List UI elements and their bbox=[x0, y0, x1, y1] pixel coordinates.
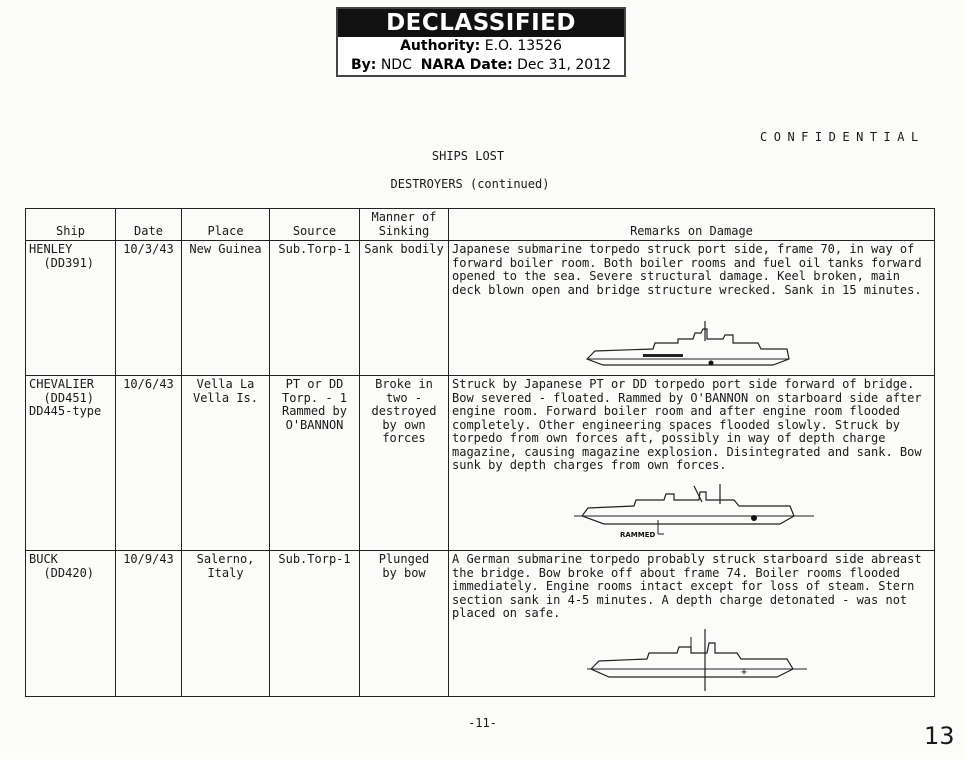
header-source: Source bbox=[270, 209, 360, 241]
header-manner: Manner of Sinking bbox=[360, 209, 449, 241]
page-subtitle: DESTROYERS (continued) bbox=[390, 177, 550, 191]
remarks-text: A German submarine torpedo probably struck starboard side abreast the bridge. Bow broke off about frame 74. Boiler rooms flooded immediately. Engine rooms intact except for loss of steam. Stern section sank in 4-5 minutes. A depth charge detonated - was not placed on safe. bbox=[452, 552, 922, 620]
table-row bbox=[26, 376, 935, 551]
cell-remarks bbox=[449, 376, 935, 551]
stamp-authority-value: E.O. 13526 bbox=[484, 38, 562, 54]
cell-manner: Broke in two - destroyed by own forces bbox=[360, 376, 449, 551]
stamp-title: DECLASSIFIED bbox=[338, 9, 624, 37]
cell-date: 10/3/43 bbox=[116, 241, 182, 376]
remarks-text: Japanese submarine torpedo struck port side, frame 70, in way of forward boiler room. Both boiler rooms and fuel oil tanks forward opened to the sea. Severe structural damage. Keel broken, main deck blown open and bridge structure wrecked. Sank in 15 minutes. bbox=[452, 242, 922, 297]
table-row bbox=[26, 241, 935, 376]
cell-ship: HENLEY (DD391) bbox=[26, 241, 116, 376]
stamp-authority-label: Authority: bbox=[400, 38, 481, 54]
header-ship: Ship bbox=[26, 209, 116, 241]
cell-manner: Plunged by bow bbox=[360, 551, 449, 697]
buck-damage-diagram bbox=[587, 629, 807, 691]
page-number: -11- bbox=[468, 716, 497, 730]
stamp-by-line bbox=[338, 56, 624, 75]
remarks-text: Struck by Japanese PT or DD torpedo port side forward of bridge. Bow severed - floated. Rammed by O'BANNON on starboard side after engine room. Forward boiler room and after engine room flooded completely. Other engineering spaces flooded slowly. Struck by torpedo from own forces aft, possibly in way of depth charge magazine, causing magazine explosion. Disintegrated and sank. Bow sunk by depth charges from own forces. bbox=[452, 377, 922, 472]
cell-manner: Sank bodily bbox=[360, 241, 449, 376]
svg-text:+: + bbox=[741, 667, 748, 678]
cell-source: Sub.Torp-1 bbox=[270, 241, 360, 376]
cell-source: PT or DD Torp. - 1 Rammed by O'BANNON bbox=[270, 376, 360, 551]
cell-source: Sub.Torp-1 bbox=[270, 551, 360, 697]
ships-lost-table bbox=[25, 208, 935, 697]
cell-place: Vella La Vella Is. bbox=[182, 376, 270, 551]
table-row bbox=[26, 551, 935, 697]
stamp-by-label: By: bbox=[350, 57, 377, 73]
stamp-authority-line bbox=[338, 37, 624, 56]
page-title: SHIPS LOST bbox=[431, 149, 505, 163]
stamp-nara-value: Dec 31, 2012 bbox=[517, 57, 612, 73]
cell-remarks bbox=[449, 551, 935, 697]
chevalier-damage-diagram bbox=[574, 484, 814, 544]
header-place: Place bbox=[182, 209, 270, 241]
stamp-nara-label: NARA Date: bbox=[420, 57, 513, 73]
classification-marking: CONFIDENTIAL bbox=[760, 130, 925, 144]
handwritten-page-number: 13 bbox=[924, 722, 955, 750]
cell-ship: BUCK (DD420) bbox=[26, 551, 116, 697]
rammed-label: RAMMED bbox=[620, 531, 656, 539]
henley-damage-diagram bbox=[583, 321, 793, 371]
header-date: Date bbox=[116, 209, 182, 241]
cell-remarks bbox=[449, 241, 935, 376]
cell-date: 10/9/43 bbox=[116, 551, 182, 697]
table-header-row bbox=[26, 209, 935, 241]
cell-ship: CHEVALIER (DD451) DD445-type bbox=[26, 376, 116, 551]
header-remarks: Remarks on Damage bbox=[449, 209, 935, 241]
cell-place: Salerno, Italy bbox=[182, 551, 270, 697]
stamp-by-value: NDC bbox=[380, 57, 412, 73]
declassified-stamp bbox=[336, 7, 626, 77]
cell-place: New Guinea bbox=[182, 241, 270, 376]
cell-date: 10/6/43 bbox=[116, 376, 182, 551]
